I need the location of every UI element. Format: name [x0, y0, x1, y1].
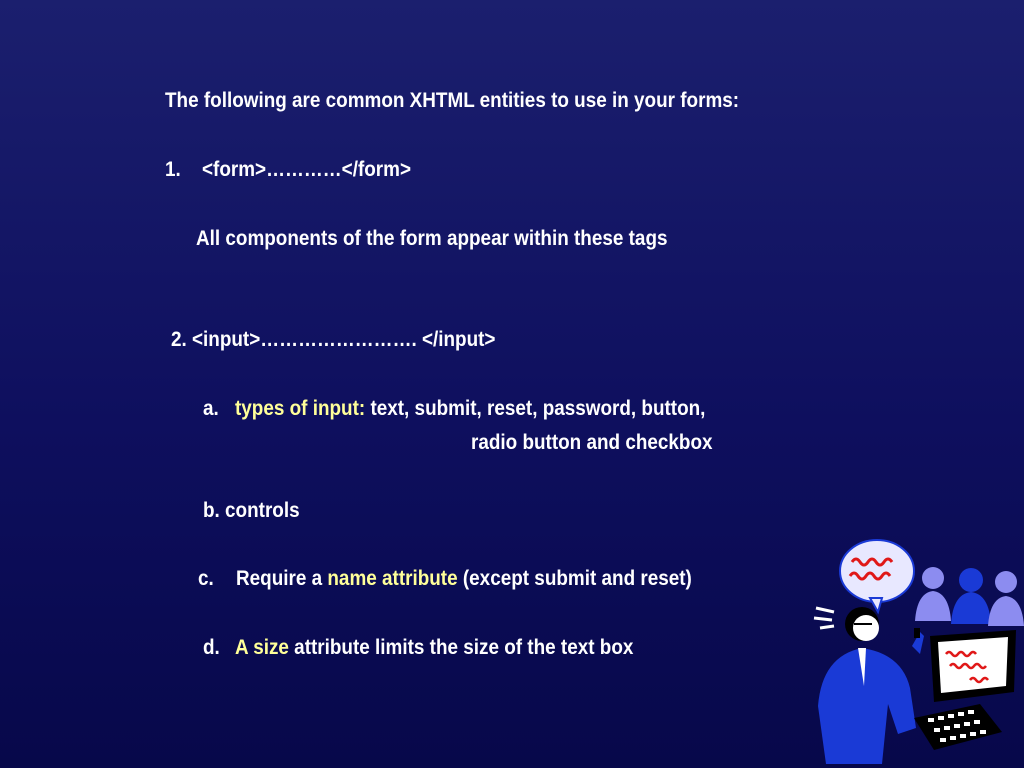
item2c-marker: c. — [198, 567, 214, 590]
item2d-marker: d. — [203, 636, 220, 659]
item2a-marker: a. — [203, 397, 219, 420]
item2-heading: 2. <input>……………………. </input> — [171, 328, 496, 351]
presenter-clipart-icon — [810, 536, 1024, 768]
audience-icon — [915, 567, 1024, 626]
item2d-line — [235, 635, 633, 661]
computer-icon — [914, 630, 1016, 750]
item2d-highlight: A size — [235, 636, 289, 659]
item1-tag: <form>…………</form> — [202, 158, 412, 181]
item2b-text — [203, 498, 300, 524]
motion-lines-icon — [814, 608, 834, 628]
item2a-label: types of input: — [235, 397, 366, 420]
item2a-continuation: radio button and checkbox — [471, 431, 713, 454]
item2a-line — [235, 396, 705, 422]
item2c-pre: Require a — [236, 567, 328, 590]
item2a-text: text, submit, reset, password, button, — [365, 397, 706, 420]
item2b-content: b. controls — [203, 499, 300, 522]
item2c-post: (except submit and reset) — [457, 567, 692, 590]
item1-number: 1. — [165, 158, 181, 181]
item2d-post: attribute limits the size of the text box — [288, 636, 634, 659]
speech-bubble-icon — [840, 540, 914, 612]
item2c-line — [236, 566, 692, 592]
intro-text: The following are common XHTML entities to use in your forms: — [165, 89, 740, 112]
presenter-icon — [818, 607, 924, 764]
item2c-highlight: name attribute — [327, 567, 458, 590]
item1-description: All components of the form appear within these tags — [196, 227, 668, 250]
